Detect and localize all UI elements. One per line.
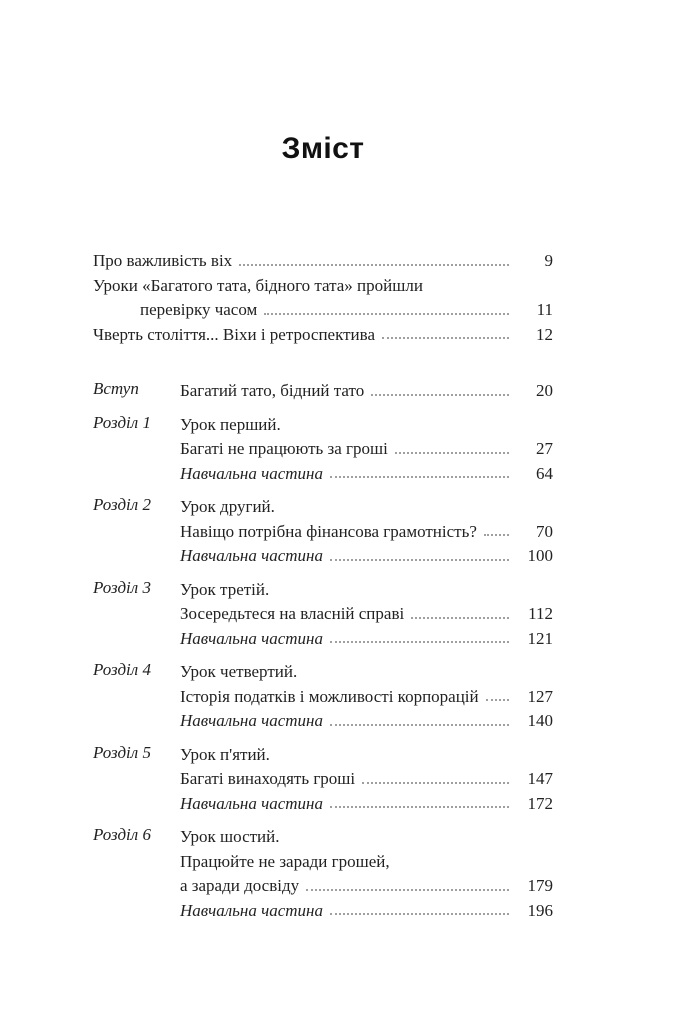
toc-entry-text: Зосередьтеся на власній справі [180,604,405,623]
toc-row [180,792,553,817]
dot-leader [395,452,509,454]
chapter-label: Вступ [93,379,139,398]
toc-row [180,462,553,487]
chapter-label: Розділ 5 [93,742,151,762]
chapter-block [93,743,553,817]
toc-row [180,743,553,768]
dot-leader [362,782,509,784]
chapter-rows [180,743,553,817]
dot-leader [371,394,509,396]
dot-leader [382,337,509,339]
toc-entry-text: перевірку часом [140,300,258,319]
toc-row [180,685,553,710]
dot-leader [239,264,509,266]
toc-row [180,602,553,627]
toc-entry-text: Про важливість віх [93,251,233,270]
page-number: 172 [527,793,553,813]
toc-entry-text: Навіщо потрібна фінансова грамотність? [180,521,477,541]
toc-entry-text: Навчальна частина [180,793,323,813]
page-number: 147 [527,769,553,788]
chapter-block [93,578,553,652]
toc-entry-text: Багатий тато, бідний тато [180,381,365,400]
page-number: 140 [527,711,553,730]
dot-leader [330,913,509,915]
toc-entry-text: Урок четвертий. [180,662,298,681]
toc-entry-text: Урок третій. [180,579,270,599]
toc-row [180,578,553,603]
page-number: 64 [536,463,553,483]
toc-entry-text: Навчальна частина [180,628,323,648]
chapter-rows [180,379,553,404]
toc-row [93,249,553,274]
chapter-label: Розділ 4 [93,660,151,679]
page-number: 179 [527,876,553,895]
toc-entry-text: Навчальна частина [180,546,323,565]
toc-entry-text: а заради досвіду [180,876,300,895]
page-number: 11 [536,300,553,319]
toc-entry-text: Урок шостий. [180,827,280,846]
dot-leader [264,313,509,315]
page-number: 70 [536,521,553,541]
page-number: 121 [527,628,553,648]
chapter-rows [180,660,553,734]
page-number: 9 [544,251,553,270]
toc-entry-text: Урок перший. [180,414,281,434]
toc-row [180,379,553,404]
toc-row [180,825,553,850]
toc-row [93,274,553,299]
toc-entry-text: Багаті не працюють за гроші [180,439,388,458]
toc-row [180,709,553,734]
toc-row [180,627,553,652]
page-number: 20 [536,381,553,400]
chapter-block [93,825,553,923]
chapter-rows [180,413,553,487]
toc-entry-text: Уроки «Багатого тата, бідного тата» пройшли [93,275,423,295]
chapter-label: Розділ 3 [93,577,151,597]
chapter-rows [180,825,553,923]
toc-row [180,520,553,545]
page-title: Зміст [281,132,365,165]
toc-row [93,298,553,323]
toc-entry-text: Урок п'ятий. [180,744,270,764]
dot-leader [330,559,509,561]
toc-row [180,850,553,875]
chapter-block [93,379,553,404]
toc-row [180,437,553,462]
chapter-block [93,495,553,569]
page-number: 27 [536,439,553,458]
chapter-rows [180,578,553,652]
toc-row [180,495,553,520]
dot-leader [486,699,509,701]
toc-row [180,767,553,792]
toc-row [180,899,553,924]
toc-entry-text: Навчальна частина [180,463,323,483]
toc-row [180,544,553,569]
toc-entry-text: Урок другий. [180,497,275,516]
dot-leader [484,534,509,536]
toc-row [180,413,553,438]
page-number: 112 [528,604,553,623]
chapter-label: Розділ 6 [93,825,151,844]
dot-leader [306,889,509,891]
chapter-label: Розділ 1 [93,412,151,432]
page-number: 12 [536,324,553,344]
page-number: 100 [527,546,553,565]
dot-leader [330,641,509,643]
dot-leader [330,724,509,726]
dot-leader [330,476,509,478]
toc-row [180,660,553,685]
toc-content [93,249,553,923]
chapter-rows [180,495,553,569]
toc-frontmatter [93,249,553,347]
chapter-block [93,413,553,487]
toc-entry-text: Історія податків і можливості корпорацій [180,686,479,706]
toc-entry-text: Навчальна частина [180,711,323,730]
page-number: 127 [527,686,553,706]
toc-chapters [93,379,553,923]
dot-leader [330,806,509,808]
toc-entry-text: Працюйте не заради грошей, [180,851,390,871]
toc-entry-text: Багаті винаходять гроші [180,769,356,788]
dot-leader [411,617,509,619]
toc-row [180,874,553,899]
chapter-block [93,660,553,734]
chapter-label: Розділ 2 [93,495,151,514]
toc-row [93,323,553,348]
toc-entry-text: Чверть століття... Віхи і ретроспектива [93,324,376,344]
page-number: 196 [527,900,553,920]
toc-entry-text: Навчальна частина [180,900,323,920]
